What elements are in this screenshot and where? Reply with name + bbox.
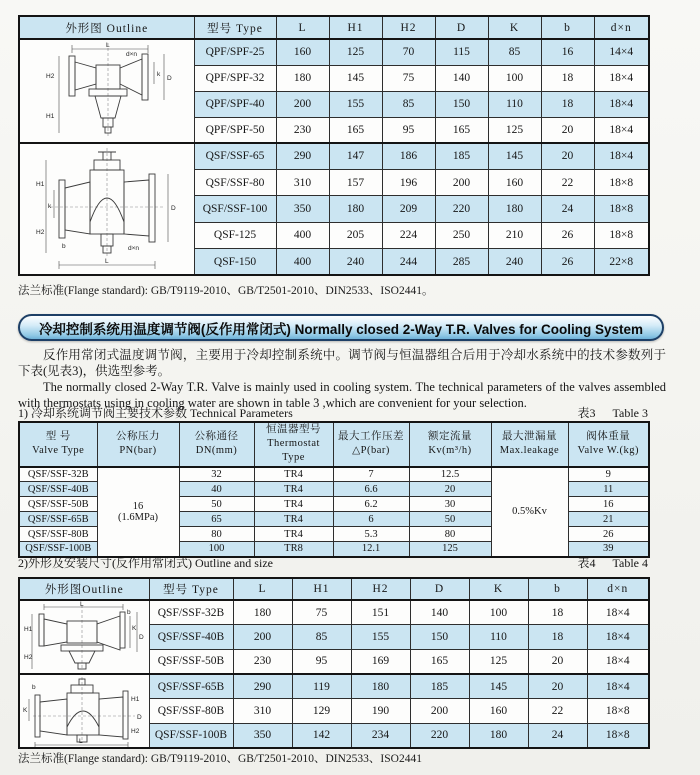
cell: 350	[276, 196, 329, 222]
cell: 39	[568, 542, 649, 557]
cell-type: QSF/SSF-100B	[149, 723, 233, 748]
cell-type: QSF/SSF-65	[194, 143, 276, 169]
cell: 30	[409, 497, 491, 512]
cell: 18×8	[594, 196, 649, 222]
cell-type: QSF/SSF-32B	[19, 467, 97, 482]
cell: 18×8	[587, 699, 649, 724]
cell: 75	[382, 65, 435, 91]
intro-paragraph-en: The normally closed 2-Way T.R. Valve is mainly used in cooling system. The technical parameters of the valves assembled with thermostats using in cooling water are shown in table 3 ,which are convenient for your selection.	[18, 380, 666, 410]
cell: 125	[488, 117, 541, 143]
cell: 21	[568, 512, 649, 527]
cell: 110	[488, 91, 541, 117]
outline-size-label-row	[18, 554, 648, 571]
cell: 85	[488, 39, 541, 65]
cell: 160	[488, 169, 541, 195]
cell: TR4	[254, 467, 333, 482]
cell: 5.3	[333, 527, 409, 542]
cell: 32	[179, 467, 254, 482]
dim-label-L: L	[104, 258, 109, 265]
cell: 12.1	[333, 542, 409, 557]
dim-label-b: b	[32, 684, 36, 691]
cell: 200	[435, 169, 488, 195]
cell: 18×4	[587, 649, 649, 674]
cell: 85	[292, 625, 351, 650]
cell: 20	[541, 117, 594, 143]
cell: 350	[233, 723, 292, 748]
cell: 125	[329, 39, 382, 65]
dim-label-H1: H1	[45, 113, 55, 120]
cell-type: QSF/SSF-50B	[149, 649, 233, 674]
cell: 22×8	[594, 249, 649, 275]
cell: 196	[382, 169, 435, 195]
cell: 185	[435, 143, 488, 169]
technical-parameters-table	[18, 421, 650, 558]
cell: 180	[351, 674, 410, 699]
cell: 180	[233, 600, 292, 625]
cell: 205	[329, 222, 382, 248]
cell: 165	[329, 117, 382, 143]
cell: 210	[488, 222, 541, 248]
cell: 18×8	[594, 222, 649, 248]
column-header-dxn: d×n	[587, 578, 649, 600]
dim-label-b: b	[61, 243, 66, 250]
cell: 157	[329, 169, 382, 195]
cell: 145	[469, 674, 528, 699]
dim-label-D: D	[166, 75, 172, 82]
column-header-pn: 公称压力 PN(bar)	[97, 422, 179, 467]
cell-type: QSF/SSF-65B	[149, 674, 233, 699]
cell: 100	[179, 542, 254, 557]
dim-label-H2: H2	[24, 654, 33, 661]
cell: 240	[488, 249, 541, 275]
cell: 16	[541, 39, 594, 65]
cell: TR4	[254, 512, 333, 527]
cell: 22	[541, 169, 594, 195]
cell: 220	[410, 723, 469, 748]
cell: 400	[276, 222, 329, 248]
cell: 150	[435, 91, 488, 117]
cell: 18×8	[594, 169, 649, 195]
cell: 11	[568, 482, 649, 497]
column-header-H2: H2	[351, 578, 410, 600]
column-header-b: b	[541, 16, 594, 39]
section-1-label: 1) 冷却系统调节阀主要技术参数 Technical Parameters	[18, 406, 293, 420]
cell: 18×4	[594, 65, 649, 91]
table4-reference	[564, 554, 649, 571]
cell: 95	[382, 117, 435, 143]
cell: 16	[568, 497, 649, 512]
cell: 200	[276, 91, 329, 117]
cell: 18	[528, 600, 587, 625]
column-header-H1: H1	[329, 16, 382, 39]
cell: 6	[333, 512, 409, 527]
cell: 185	[410, 674, 469, 699]
cell: 80	[179, 527, 254, 542]
cell: 20	[528, 649, 587, 674]
cell: 18	[541, 65, 594, 91]
valve-outline-diagram-small-1	[19, 600, 149, 674]
cell: 165	[435, 117, 488, 143]
cell: 24	[541, 196, 594, 222]
outline-size-table	[18, 577, 650, 749]
dim-label-H2: H2	[35, 229, 45, 236]
cell-type: QSF-125	[194, 222, 276, 248]
valve-outline-diagram-small-2	[19, 674, 149, 748]
cell: 310	[276, 169, 329, 195]
column-header-H1: H1	[292, 578, 351, 600]
column-header-kv: 额定流量 Kv(m³/h)	[409, 422, 491, 467]
cell: 244	[382, 249, 435, 275]
cell: 160	[469, 699, 528, 724]
cell: 155	[329, 91, 382, 117]
cell: 160	[276, 39, 329, 65]
table-row	[19, 600, 649, 625]
cell: 190	[351, 699, 410, 724]
column-header-b: b	[528, 578, 587, 600]
cell: 100	[488, 65, 541, 91]
cell-type: QSF/SSF-65B	[19, 512, 97, 527]
cell: 6.6	[333, 482, 409, 497]
cell: 110	[469, 625, 528, 650]
cell: 22	[528, 699, 587, 724]
cell: 20	[409, 482, 491, 497]
outline-column-header: 外形图Outline	[19, 578, 149, 600]
dim-label-K: K	[132, 625, 137, 632]
cell: 310	[233, 699, 292, 724]
cell: 230	[233, 649, 292, 674]
cell: 140	[435, 65, 488, 91]
cell: 18	[528, 625, 587, 650]
cell-type: QPF/SPF-40	[194, 91, 276, 117]
intro-paragraph-cn: 反作用常闭式温度调节阀，主要用于冷却控制系统中。调节阀与恒温器组合后用于冷却水系统中的技术参数列于下表(见表3)，供选型参考。	[18, 348, 666, 378]
table-row	[19, 467, 649, 482]
cell: TR4	[254, 527, 333, 542]
cell-type: QSF/SSF-100B	[19, 542, 97, 557]
cell-pn-merged: 16 (1.6MPa)	[97, 467, 179, 557]
technical-parameters-label-row	[18, 404, 648, 421]
cell-type: QSF/SSF-32B	[149, 600, 233, 625]
valve-outline-diagram-vertical	[19, 39, 194, 143]
outline-column-header: 外形图 Outline	[19, 16, 194, 39]
column-header-type: 型号 Type	[194, 16, 276, 39]
cell: 18×4	[594, 117, 649, 143]
column-header-leakage: 最大泄漏量 Max.leakage	[491, 422, 568, 467]
cell: 80	[409, 527, 491, 542]
cell: TR4	[254, 482, 333, 497]
dim-label-k: k	[47, 203, 51, 210]
cell: 290	[233, 674, 292, 699]
cell: 180	[276, 65, 329, 91]
cell: 6.2	[333, 497, 409, 512]
table-row	[19, 39, 649, 65]
cell: 50	[179, 497, 254, 512]
column-header-dxn: d×n	[594, 16, 649, 39]
cell: 26	[541, 249, 594, 275]
table-row	[19, 674, 649, 699]
cell: 20	[541, 143, 594, 169]
dim-label-L: L	[80, 601, 84, 608]
column-header-D: D	[435, 16, 488, 39]
cell: 12.5	[409, 467, 491, 482]
cell: 147	[329, 143, 382, 169]
cell: 250	[435, 222, 488, 248]
cell: 145	[329, 65, 382, 91]
dim-label-b: b	[127, 609, 131, 616]
cell: 290	[276, 143, 329, 169]
cell-type: QSF/SSF-80B	[19, 527, 97, 542]
cell: 400	[276, 249, 329, 275]
cell: 180	[329, 196, 382, 222]
cell: 18×4	[594, 143, 649, 169]
cell: 18	[541, 91, 594, 117]
cell: 140	[410, 600, 469, 625]
cell: 240	[329, 249, 382, 275]
cell: 119	[292, 674, 351, 699]
cell-leakage-merged: 0.5%Kv	[491, 467, 568, 557]
dim-label-dxn: d×n	[125, 51, 137, 58]
column-header-thermostat: 恒温器型号 Thermostat Type	[254, 422, 333, 467]
cell-type: QPF/SPF-32	[194, 65, 276, 91]
cell-type: QSF/SSF-80	[194, 169, 276, 195]
section-2-label: 2)外形及安装尺寸(反作用常闭式) Outline and size	[18, 556, 273, 570]
cell: 209	[382, 196, 435, 222]
cell: 9	[568, 467, 649, 482]
cell: 20	[528, 674, 587, 699]
cell-type: QPF/SPF-50	[194, 117, 276, 143]
cell-type: QSF/SSF-100	[194, 196, 276, 222]
cell: 165	[410, 649, 469, 674]
cell: 230	[276, 117, 329, 143]
dim-label-dxn: d×n	[127, 245, 139, 252]
dim-label-D: D	[170, 205, 176, 212]
cell: 24	[528, 723, 587, 748]
cell-type: QSF/SSF-80B	[149, 699, 233, 724]
flange-standard-note-bottom: 法兰标准(Flange standard): GB/T9119-2010、GB/T2501-2010、DIN2533、ISO2441	[18, 753, 422, 765]
dim-label-L: L	[79, 738, 83, 745]
cell: 234	[351, 723, 410, 748]
cell: 125	[469, 649, 528, 674]
cell-type: QSF-150	[194, 249, 276, 275]
cell: 129	[292, 699, 351, 724]
dim-label-k: k	[156, 71, 160, 78]
cell: 70	[382, 39, 435, 65]
cell: 200	[410, 699, 469, 724]
cell: 65	[179, 512, 254, 527]
column-header-valve-type: 型 号 Valve Type	[19, 422, 97, 467]
cell: 150	[410, 625, 469, 650]
cell: 85	[382, 91, 435, 117]
cell-type: QPF/SPF-25	[194, 39, 276, 65]
cell: 40	[179, 482, 254, 497]
cell: 200	[233, 625, 292, 650]
section-title-banner: 冷却控制系统用温度调节阀(反作用常闭式) Normally closed 2-Way T.R. Valves for Cooling System	[18, 314, 664, 341]
cell: 7	[333, 467, 409, 482]
cell: 224	[382, 222, 435, 248]
cell: 14×4	[594, 39, 649, 65]
cell: 169	[351, 649, 410, 674]
column-header-dp: 最大工作压差 △P(bar)	[333, 422, 409, 467]
cell: 180	[488, 196, 541, 222]
cell: TR8	[254, 542, 333, 557]
cell-type: QSF/SSF-40B	[19, 482, 97, 497]
cell: 285	[435, 249, 488, 275]
cell: 151	[351, 600, 410, 625]
column-header-type: 型号 Type	[149, 578, 233, 600]
cell: 18×4	[587, 600, 649, 625]
dim-label-H2: H2	[131, 728, 140, 735]
cell-type: QSF/SSF-50B	[19, 497, 97, 512]
cell: 180	[469, 723, 528, 748]
table-row	[19, 143, 649, 169]
cell: 155	[351, 625, 410, 650]
dim-label-L: L	[105, 42, 110, 49]
table3-reference	[564, 404, 649, 421]
cell: 18×4	[587, 674, 649, 699]
cell: 220	[435, 196, 488, 222]
column-header-K: K	[488, 16, 541, 39]
cell-type: QSF/SSF-40B	[149, 625, 233, 650]
valve-outline-diagram-globe	[19, 143, 194, 275]
cell: 95	[292, 649, 351, 674]
dim-label-H2: H2	[45, 73, 55, 80]
cell: 115	[435, 39, 488, 65]
column-header-weight: 阀体重量 Valve W.(kg)	[568, 422, 649, 467]
table4-ref-en: Table 4	[612, 556, 648, 570]
column-header-K: K	[469, 578, 528, 600]
column-header-L: L	[276, 16, 329, 39]
column-header-D: D	[410, 578, 469, 600]
dimensions-table-top	[18, 15, 650, 276]
cell: 186	[382, 143, 435, 169]
cell: 26	[568, 527, 649, 542]
cell: 100	[469, 600, 528, 625]
cell: 26	[541, 222, 594, 248]
column-header-dn: 公称通径 DN(mm)	[179, 422, 254, 467]
dim-label-H1: H1	[35, 181, 45, 188]
cell: 18×4	[594, 91, 649, 117]
dim-label-K: K	[23, 707, 28, 714]
cell: 145	[488, 143, 541, 169]
cell: 50	[409, 512, 491, 527]
cell: 125	[409, 542, 491, 557]
table3-ref-cn: 表3	[577, 406, 596, 420]
cell: 142	[292, 723, 351, 748]
cell: 18×8	[587, 723, 649, 748]
cell: TR4	[254, 497, 333, 512]
table4-ref-cn: 表4	[577, 556, 596, 570]
cell: 75	[292, 600, 351, 625]
column-header-H2: H2	[382, 16, 435, 39]
table3-ref-en: Table 3	[612, 406, 648, 420]
dim-label-H1: H1	[24, 626, 33, 633]
column-header-L: L	[233, 578, 292, 600]
dim-label-D: D	[137, 714, 142, 721]
dim-label-D: D	[139, 634, 144, 641]
flange-standard-note-top: 法兰标准(Flange standard): GB/T9119-2010、GB/T2501-2010、DIN2533、ISO2441。	[18, 285, 434, 297]
dim-label-H1: H1	[131, 696, 140, 703]
cell: 18×4	[587, 625, 649, 650]
